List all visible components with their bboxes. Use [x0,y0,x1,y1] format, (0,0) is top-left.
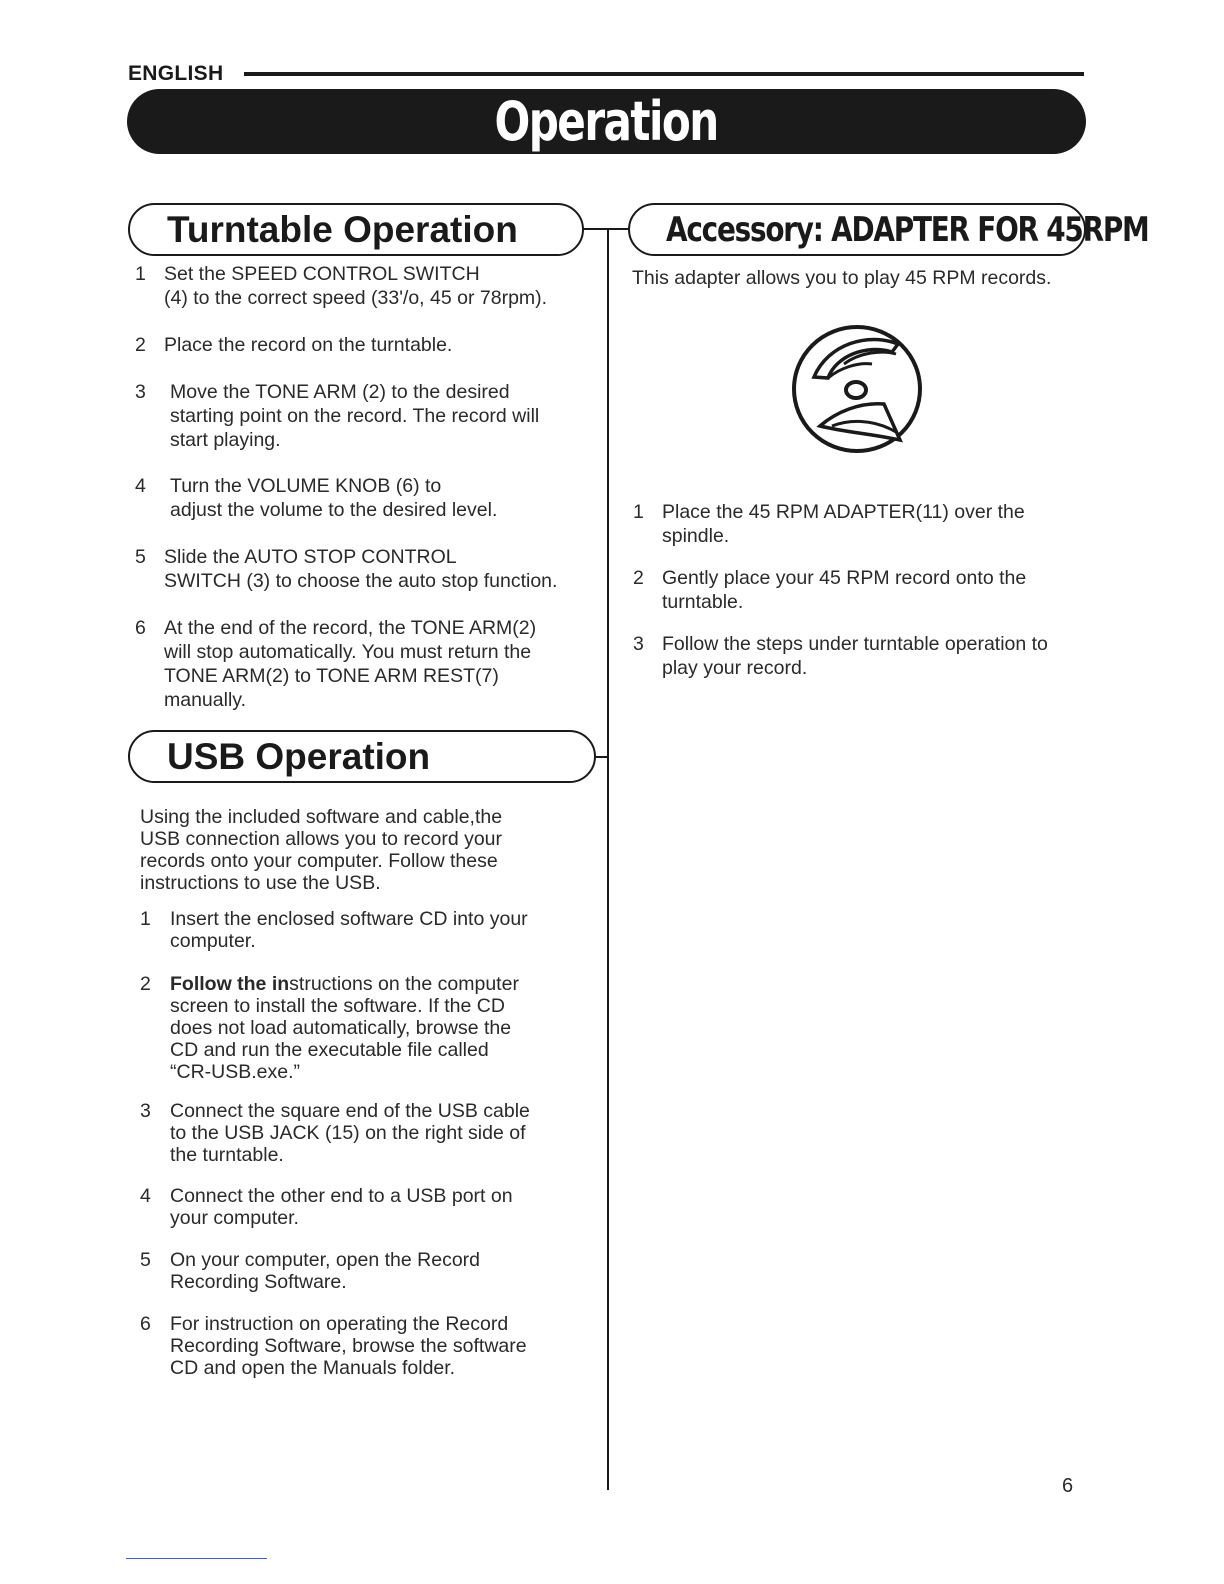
connector-top [582,228,630,230]
step-number: 6 [140,1313,151,1335]
turntable-step-5 [135,545,595,593]
step-line: CD and run the executable file called [170,1039,489,1061]
step-line: adjust the volume to the desired level. [170,499,498,521]
step-text [170,474,595,522]
step-text [170,973,580,1083]
usb-intro-line: Using the included software and cable,the [140,806,503,828]
accessory-step-3 [633,632,1073,680]
step-line: Gently place your 45 RPM record onto the [662,567,1027,589]
step-text [662,500,1073,548]
step-line: Connect the other end to a USB port on [170,1185,513,1207]
turntable-heading [128,203,584,256]
step-number: 4 [140,1185,151,1207]
step-line: Place the record on the turntable. [164,334,453,356]
step-line: Move the TONE ARM (2) to the desired [170,381,510,403]
accessory-title: Accessory: ADAPTER FOR 45RPM [666,209,1149,250]
accessory-intro: This adapter allows you to play 45 RPM records. [632,267,1052,289]
step-line: Slide the AUTO STOP CONTROL [164,546,457,568]
step-line: On your computer, open the Record [170,1249,481,1271]
usb-step-6 [140,1313,580,1379]
step-number: 1 [135,263,146,285]
footer-link-rule [126,1558,267,1559]
usb-step-1 [140,908,580,952]
step-text [170,1185,580,1229]
page-number: 6 [1062,1475,1074,1497]
step-bold-prefix: Follow the in [170,973,290,995]
step-number: 5 [135,546,146,568]
step-text [170,908,580,952]
step-line: spindle. [662,525,730,547]
step-line: CD and open the Manuals folder. [170,1357,456,1379]
step-number: 4 [135,475,146,497]
usb-intro-line: USB connection allows you to record your [140,828,503,850]
step-line: Recording Software, browse the software [170,1335,527,1357]
step-line: the turntable. [170,1144,284,1166]
connector-usb [594,756,608,758]
turntable-step-6 [135,616,595,712]
usb-title: USB Operation [167,735,431,777]
step-line: to the USB JACK (15) on the right side of [170,1122,526,1144]
step-number: 2 [135,334,146,356]
step-line: start playing. [170,429,281,451]
step-line: starting point on the record. The record will [170,405,540,427]
turntable-step-4 [135,474,595,522]
step-line: “CR-USB.exe.” [170,1061,301,1083]
step-line: does not load automatically, browse the [170,1017,512,1039]
page-title: Operation [494,90,719,153]
step-line: turntable. [662,591,744,613]
usb-step-5 [140,1249,580,1293]
adapter-icon [788,322,928,458]
step-number: 3 [633,633,644,655]
step-line: At the end of the record, the TONE ARM(2) [164,617,537,639]
step-number: 3 [140,1100,151,1122]
usb-step-2 [140,973,580,1083]
step-line: Follow the instructions on the computer [170,973,519,995]
step-text [662,632,1073,680]
step-line: screen to install the software. If the CD [170,995,505,1017]
step-number: 2 [140,973,151,995]
step-line: computer. [170,930,256,952]
turntable-step-1 [135,262,595,310]
step-line: Follow the steps under turntable operation to [662,633,1048,655]
step-number: 2 [633,567,644,589]
step-text [164,333,595,357]
step-number: 1 [140,908,151,930]
step-line: will stop automatically. You must return the [164,641,532,663]
step-line: Connect the square end of the USB cable [170,1100,530,1122]
step-text [170,1100,580,1166]
accessory-heading [628,203,1149,256]
step-number: 1 [633,501,644,523]
step-line: TONE ARM(2) to TONE ARM REST(7) [164,665,499,687]
step-number: 3 [135,381,146,403]
step-text [164,616,595,712]
step-line: play your record. [662,657,808,679]
step-line: (4) to the correct speed (33'/o, 45 or 78rpm). [164,287,548,309]
usb-heading [128,730,596,783]
step-text [164,545,595,593]
turntable-step-2 [135,333,595,357]
usb-intro-line: instructions to use the USB. [140,872,381,894]
accessory-step-2 [633,566,1073,614]
step-line: Turn the VOLUME KNOB (6) to [170,475,442,497]
step-text [170,380,595,452]
step-line: Insert the enclosed software CD into your [170,908,528,930]
turntable-title: Turntable Operation [167,208,518,250]
step-number: 6 [135,617,146,639]
step-text [164,262,595,310]
step-line: Set the SPEED CONTROL SWITCH [164,263,480,285]
step-line: your computer. [170,1207,299,1229]
step-line: manually. [164,689,247,711]
header-rule [244,72,1084,76]
language-label: ENGLISH [128,62,224,85]
step-line: SWITCH (3) to choose the auto stop function. [164,570,558,592]
usb-step-4 [140,1185,580,1229]
usb-intro [140,806,580,894]
step-text [662,566,1073,614]
title-banner [127,89,1086,154]
step-line: For instruction on operating the Record [170,1313,509,1335]
step-text [170,1313,580,1379]
step-line: Recording Software. [170,1271,347,1293]
step-text [170,1249,580,1293]
turntable-step-3 [135,380,595,452]
usb-step-3 [140,1100,580,1166]
step-number: 5 [140,1249,151,1271]
usb-intro-line: records onto your computer. Follow these [140,850,498,872]
accessory-step-1 [633,500,1073,548]
column-divider [607,228,609,1490]
step-line: Place the 45 RPM ADAPTER(11) over the [662,501,1025,523]
